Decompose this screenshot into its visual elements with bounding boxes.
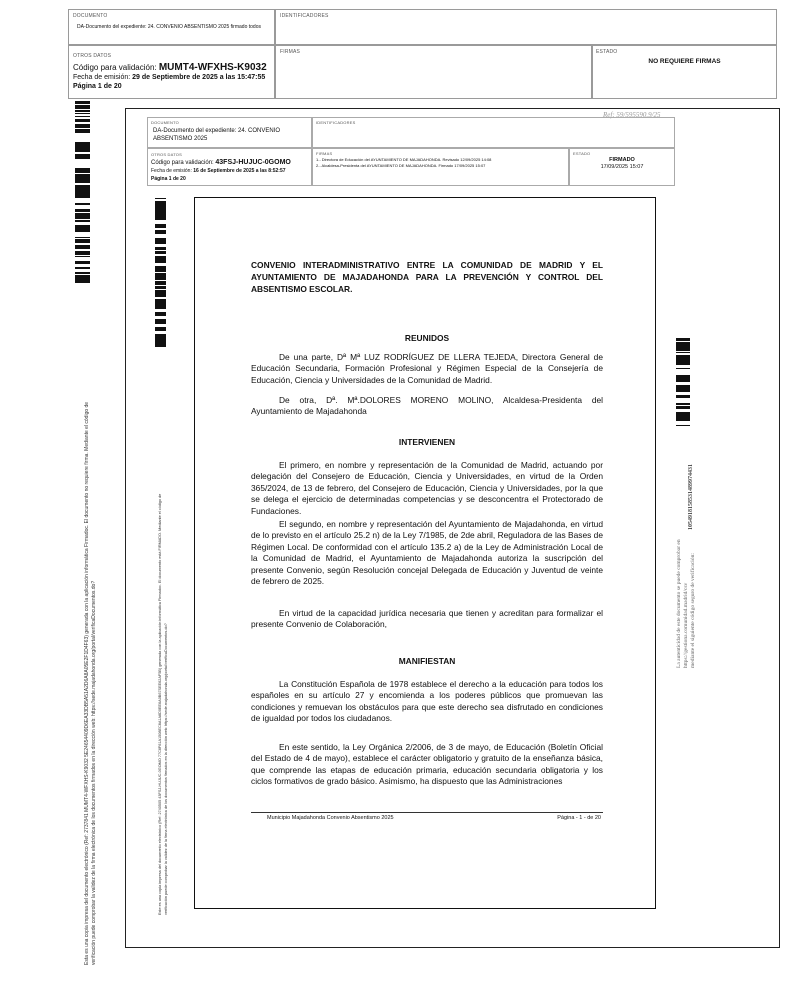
outer-codigo-value: MUMT4-WFXHS-K9032	[158, 62, 267, 73]
inner-fecha-label: Fecha de emisión:	[151, 168, 192, 174]
inner-firmas-label: FIRMAS	[316, 151, 333, 156]
document-title: CONVENIO INTERADMINISTRATIVO ENTRE LA COMUNIDAD DE MADRID Y EL AYUNTAMIENTO DE MAJADAHONDA PARA LA PREVENCIÓN Y CONTROL DEL ABSENTISMO ESCOLAR.	[251, 260, 603, 294]
inner-header-estado-box	[569, 148, 675, 186]
outer-fecha-label: Fecha de emisión:	[73, 74, 131, 81]
outer-header-firmas-box	[275, 45, 592, 99]
right-side-text-3: mediante el siguiente código seguro de verificación:	[690, 553, 696, 668]
right-code: 1054918158531489974431	[688, 464, 694, 530]
inner-documento-value: DA-Documento del expediente: 24. CONVENIO ABSENTISMO 2025	[153, 128, 281, 142]
inner-side-text-2: verificación puede comprobar la validez de la firma electrónica de los documentos firmados en la dirección web: https://sede.majadahonda.org/portal/verificaDocumentos.do?	[164, 623, 168, 915]
outer-header-estado-box	[592, 45, 777, 99]
inner-estado-date: 17/09/2025 15:07	[600, 164, 644, 170]
footer-rule	[251, 812, 603, 813]
outer-documento-value: DA-Documento del expediente: 24. CONVENIO ABSENTISMO 2025 firmado todos	[77, 24, 261, 30]
outer-fecha-line	[73, 74, 265, 81]
outer-codigo-line	[73, 62, 267, 73]
inner-codigo-label: Código para validación:	[151, 160, 214, 166]
outer-header-otros-box	[68, 45, 275, 99]
manifiestan-paragraph-2: En este sentido, la Ley Orgánica 2/2006, de 3 de mayo, de Educación (Boletín Oficial del Estado de 4 de mayo), establece el carácter obligatorio y gratuito de la enseñanza básica, que comprende las etapas de educación primaria, educación secundaria obligatoria y los ciclos formativos de grado básico. Asimismo, ha dispuesto que las Administraciones	[251, 742, 603, 787]
intervienen-paragraph-1: El primero, en nombre y representación de la Comunidad de Madrid, actuando por delegación del Consejero de Educación, Ciencia y Universidades, en virtud de la Orden 365/2024, de 13 de febrero, del Consejero de Educación, Ciencia y Universidades, por la que se delega el ejercicio de determinadas competencias y se desconcentra el Protectorado de Fundaciones.	[251, 460, 603, 516]
inner-estado-value: FIRMADO	[609, 157, 635, 163]
inner-ref: Ref: 59/595590.9/25	[603, 111, 661, 119]
manifiestan-heading: MANIFIESTAN	[398, 656, 456, 666]
outer-fecha-value: 29 de Septiembre de 2025 a las 15:47:55	[132, 74, 266, 81]
outer-identificadores-label: IDENTIFICADORES	[280, 13, 329, 19]
outer-side-text-2: verificación puede comprobar la validez de la firma electrónica de los documentos firmados en la dirección web: https://sede.majadahonda.org/portal/verificaDocumentos.do?	[91, 580, 97, 965]
right-barcode	[676, 334, 690, 426]
outer-codigo-label: Código para validación:	[73, 63, 157, 72]
inner-estado-label: ESTADO	[573, 151, 591, 156]
outer-documento-label: DOCUMENTO	[73, 13, 108, 19]
inner-codigo-line	[151, 159, 291, 166]
outer-barcode	[75, 101, 90, 283]
inner-header-otros-box	[147, 148, 312, 186]
inner-identificadores-label: IDENTIFICADORES	[316, 120, 356, 125]
inner-codigo-value: 43FSJ-HUJUC-0GOMO	[215, 159, 291, 166]
inner-firma-1: 1.- Directora de Educación del AYUNTAMIENTO DE MAJADAHONDA. Revisado 12/09/2025 14:08	[316, 157, 492, 162]
inner-fecha-value: 16 de Septiembre de 2025 a las 8:52:57	[193, 168, 286, 174]
outer-side-text-1: Esta es una copia impresa del documento electrónico (Ref: 2737841 MUMT4-WFXHS-K9032 5E24654409D6EA33DB5A51A2D6A8A05E2F1D4F63) generada con la aplicación informática Firmadoc. El documento no requiere firma. Mediante el código de	[84, 401, 90, 965]
outer-pagina: Página 1 de 20	[73, 83, 122, 90]
footer-left: Municipio Majadahonda Convenio Absentismo 2025	[267, 815, 394, 821]
outer-header-documento-box	[68, 9, 275, 45]
right-side-text-1: La autenticidad de este documento se puede comprobar en	[676, 539, 682, 668]
inner-firma-2: 2.- Alcaldesa-Presidenta del AYUNTAMIENTO DE MAJADAHONDA. Firmado 17/09/2025 15:07	[316, 163, 486, 168]
manifiestan-paragraph-1: La Constitución Española de 1978 establece el derecho a la educación para todos los españoles en su artículo 27 y encomienda a los poderes públicos que promuevan las condiciones y remuevan los obstáculos para que este derecho sea disfrutado en condiciones de igualdad por todos los ciudadanos.	[251, 679, 603, 724]
intervienen-heading: INTERVIENEN	[398, 437, 456, 447]
intervienen-paragraph-3: En virtud de la capacidad jurídica necesaria que tienen y acreditan para formalizar el presente Convenio de Colaboración,	[251, 608, 603, 630]
inner-barcode	[155, 198, 166, 348]
outer-firmas-label: FIRMAS	[280, 49, 301, 55]
document-page	[194, 197, 656, 909]
outer-header-identificadores-box	[275, 9, 777, 45]
outer-estado-value: NO REQUIERE FIRMAS	[648, 58, 721, 65]
inner-header-identificadores-box	[312, 117, 675, 148]
outer-otros-datos-label: OTROS DATOS	[73, 53, 112, 59]
inner-documento-label: DOCUMENTO	[151, 120, 179, 125]
inner-fecha-line	[151, 168, 286, 174]
inner-header-documento-box	[147, 117, 312, 148]
right-side-text-2: https://gestiona.comunidad.madrid/csv	[683, 582, 689, 668]
inner-otros-datos-label: OTROS DATOS	[151, 152, 182, 157]
reunidos-heading: REUNIDOS	[404, 333, 450, 343]
inner-pagina: Página 1 de 20	[151, 176, 186, 182]
footer-right: Página - 1 - de 20	[557, 815, 601, 821]
intervienen-paragraph-2: El segundo, en nombre y representación del Ayuntamiento de Majadahonda, en virtud de lo previsto en el artículo 25.2 n) de la Ley 7/1985, de 2de abril, Reguladora de las Bases de Régimen Local. De conformidad con el artículo 135.2 a) de la Ley de Administración Local de la Comunidad de Madrid, el Ayuntamiento de Majadahonda autoriza la suscripción del presente Convenio, según Resolución concejal Delegada de Educación y Juventud de veinte de febrero de 2025.	[251, 519, 603, 587]
outer-estado-label: ESTADO	[596, 49, 618, 55]
inner-side-text-1: Este es una copia impresa del documento electrónico (Ref: 2740505 43FSJ-HUJUC-0GOMO 77C6F61A1508EC8A1A8D0EE6A0B67SEE62AF5B) generada con la aplicación informática Firmadoc. El documento está FIRMADO. Mediante el código de	[158, 493, 162, 915]
reunidos-paragraph-1: De una parte, Dª Mª LUZ RODRÍGUEZ DE LLERA TEJEDA, Directora General de Educación Secundaria, Formación Profesional y Régimen Especial de la Consejería de Educación, Ciencia y Universidades de la Comunidad de Madrid.	[251, 352, 603, 385]
inner-header-firmas-box	[312, 148, 569, 186]
reunidos-paragraph-2: De otra, Dª. Mª.DOLORES MORENO MOLINO, Alcaldesa-Presidenta del Ayuntamiento de Majadahonda	[251, 395, 603, 417]
